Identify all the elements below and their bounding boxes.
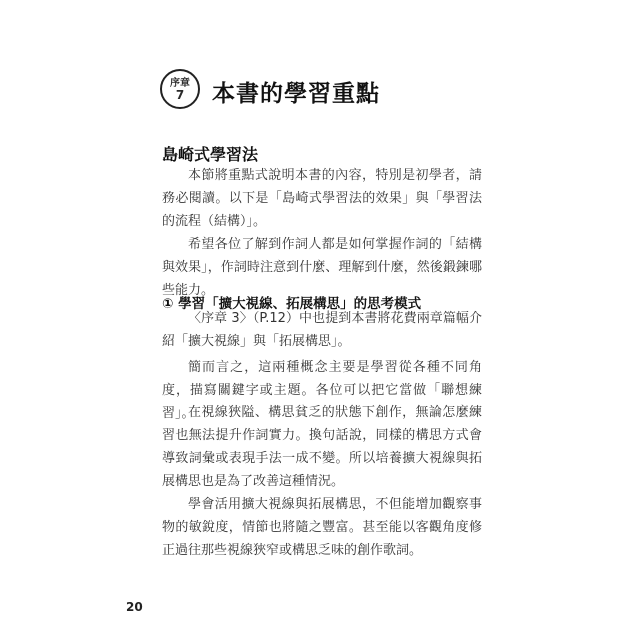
paragraph-reference: 〈序章 3〉（P.12）中也提到本書將花費兩章篇幅介紹「擴大視線」與「拓展構思」。: [162, 311, 482, 349]
paragraph-summary: 簡而言之，這兩種概念主要是學習從各種不同角度，描寫關鍵字或主題。各位可以把它當做「聯想練習」。: [162, 360, 482, 421]
page-number: 20: [126, 600, 143, 614]
paragraph-problem: 在視線狹隘、構思貧乏的狀態下創作，無論怎麼練習也無法提升作詞實力。換句話說，同樣的構思方式會導致詞彙或表現手法一成不變。所以培養擴大視線與拓展構思也是為了改善這種情況。: [162, 405, 482, 489]
paragraph-benefit: 學會活用擴大視線與拓展構思，不但能增加觀察事物的敏銳度，情節也將隨之豐富。甚至能以客觀角度修正過往那些視線狹窄或構思乏味的創作歌詞。: [162, 497, 482, 558]
chapter-title: 本書的學習重點: [212, 81, 380, 107]
subsection-title: ① 學習「擴大視線、拓展構思」的思考模式: [162, 296, 422, 312]
chapter-badge: [160, 69, 200, 109]
chapter-badge-number: 7: [175, 88, 185, 102]
chapter-badge-label: 序章: [170, 78, 190, 89]
section-title: 島崎式學習法: [162, 145, 259, 164]
paragraph-hope: 希望各位了解到作詞人都是如何掌握作詞的「結構與效果」，作詞時注意到什麼、理解到什麼，然後鍛鍊哪些能力。: [162, 237, 482, 298]
paragraph-intro: 本節將重點式說明本書的內容，特別是初學者，請務必閱讀。以下是「島崎式學習法的效果」與「學習法的流程（結構）」。: [162, 168, 482, 229]
